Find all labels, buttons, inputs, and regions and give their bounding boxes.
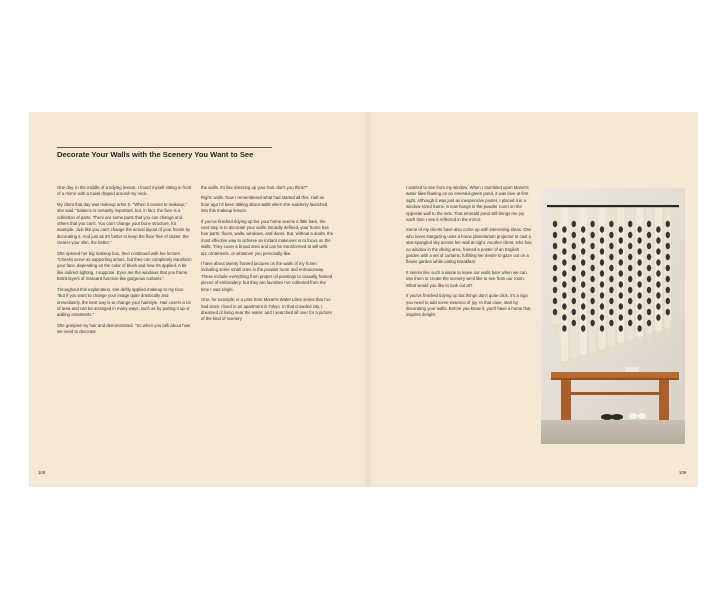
- bench-object: [625, 367, 639, 372]
- book-spread: [29, 112, 698, 487]
- text-column-2: [201, 185, 334, 441]
- text-column-1: [57, 185, 192, 441]
- paragraph: She opened her big makeup box, then continued with her lecture. "Cheeks serve as supporting actors, but they can completely transform your face, depending on the color of blush and how it's applied. A bit like indirect lighting, I suppose. Eyes are the windows that you frame. Extra layers of mascara function like gorgeous curtains.": [57, 250, 192, 282]
- paragraph: I wanted to see from my window. When I stumbled upon Monet's water lilies floating on an emerald-green pond, it was love at first sight. Although it was just an inexpensive poster, I placed it in a window-sized frame. It now hangs in the powder room on the opposite wall to the sink. That emerald pond still brings me joy each time I see it reflected in the mirror.: [406, 185, 529, 223]
- paragraph: If you've finished tidying up but your home seems a little bare, the next step is to decorate your walls. Broadly defined, your home has four parts: floors, walls, windows, and doors. But, without a doubt, the most effective way to achieve an instant makeover is to focus on the walls. They cover a broad area and can be transformed at will with art, ornaments, or whatever you personally like.: [201, 218, 334, 256]
- paragraph: One, for example, is a print from Monet's Water Lilies series that I've had since I lived in an apartment in Tokyo. In that crowded city, I dreamed of living near the water, and I searched all over for a picture of the kind of scenery: [201, 297, 332, 322]
- paragraph: If you've finished tidying up but things don't quite click, it's a sign you need to add some essence of joy. In that case, start by decorating your walls. Before you know it, you'll have a home that inspires delight.: [406, 293, 531, 318]
- page-number-right: 109: [678, 470, 686, 475]
- paragraph: I have about twenty framed pictures on the walls of my home, including some small ones in the powder room and entranceway. These include everything from proper oil paintings to casually framed pieces of embroidery, but they are favorites I've collected from the time I was single.: [201, 261, 333, 292]
- wall-hanging-photo: [541, 188, 685, 444]
- paragraph: Some of my clients have also come up with interesting ideas. One who loves stargazing uses a home planetarium projector to cast a star-spangled sky across her wall at night. Another client, who has no window in the dining area, framed a poster of an English garden with a set of curtains, fulfilling her desire to gaze out on a flower garden while eating breakfast.: [406, 227, 532, 265]
- paragraph: It seems like such a waste to leave our walls bare when we can use them to create the scenery we'd like to see from our room. What would you like to look out at?: [406, 269, 527, 288]
- paragraph: Throughout this explanation, she deftly applied makeup to my face. "But if you want to change your image quite drastically and immediately, the best way is to change your hairstyle. Hair covers a lot of area and can be arranged in many ways, such as by putting it up or adding ornaments.": [57, 286, 191, 318]
- title-rule: [57, 147, 272, 148]
- hanging-rod: [547, 205, 679, 207]
- chapter-title: Decorate Your Walls with the Scenery You Want to See: [57, 150, 254, 159]
- book-gutter: [363, 112, 373, 487]
- paragraph: One day, in the middle of a tidying lesson, I found myself sitting in front of a mirror with a towel draped around my neck.: [57, 185, 192, 197]
- floor: [541, 420, 685, 444]
- paragraph: Right: walls. Now I remembered what had started all this. Half an hour ago I'd been talking about walls when she suddenly launched into this makeup lesson.: [201, 195, 328, 214]
- paragraph: the walls, it's like dressing up your hair, don't you think?": [201, 185, 308, 190]
- text-column-3: [406, 185, 532, 441]
- paragraph: My client that day was makeup artist S. "When it comes to makeup," she said, "balance is certainly important, but, in fact, the face is a collection of parts. There are some parts that you can change and others that you can't. You can't change your bone structure, for example. Just like you can't change the actual layout of your house by decorating it. And just as it's better to keep the floor free of clutter, the clearer your skin, the better.": [57, 201, 191, 246]
- page-number-left: 108: [38, 470, 46, 475]
- paragraph: She grasped my hair and demonstrated. "So when you talk about how we need to decorate: [57, 322, 191, 335]
